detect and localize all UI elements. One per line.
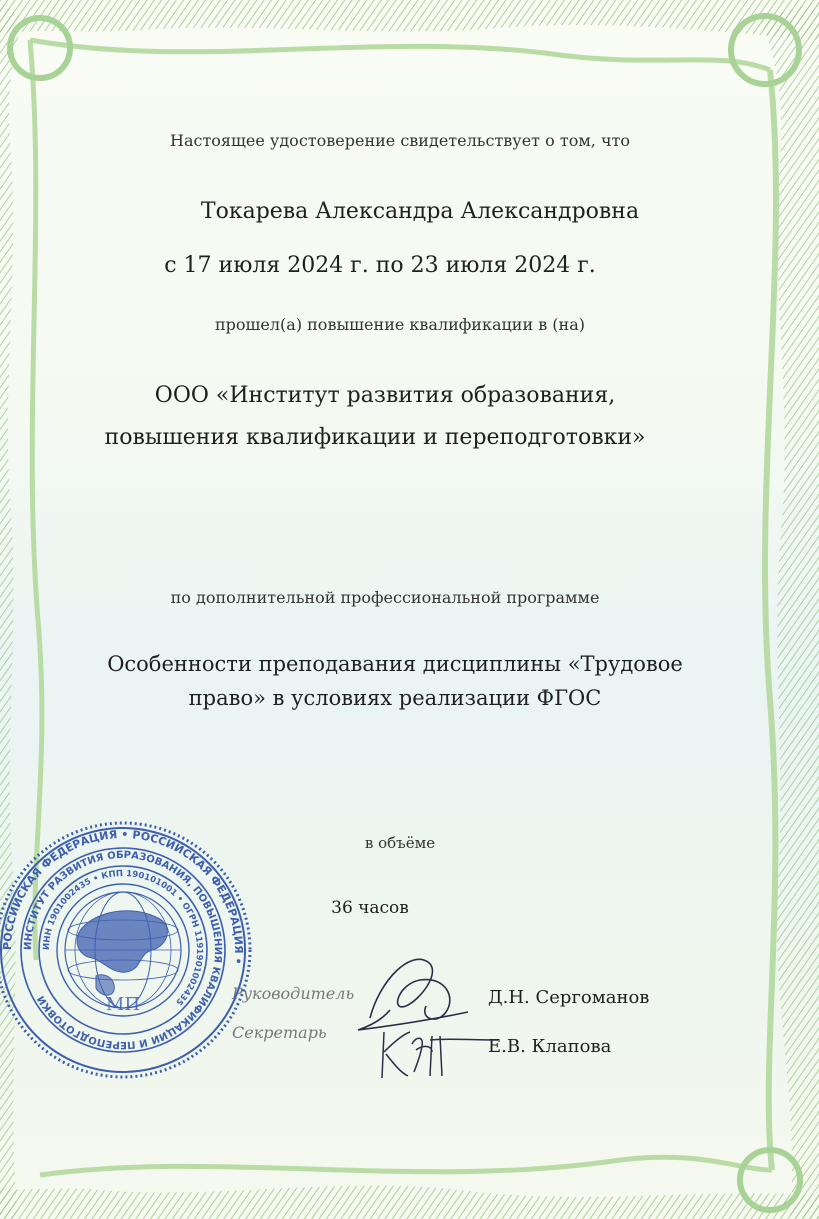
head-signer-name: Д.Н. Сергоманов bbox=[488, 987, 650, 1008]
border-bottom bbox=[0, 1185, 819, 1219]
seal-ids-text: ИНН 1901002435 • КПП 190101001 • ОГРН 1191901002435 bbox=[41, 868, 205, 1007]
head-role-label: Руководитель bbox=[232, 984, 355, 1003]
program-title-line1: Особенности преподавания дисциплины «Трудовое bbox=[107, 652, 683, 676]
training-period: с 17 июля 2024 г. по 23 июля 2024 г. bbox=[164, 253, 596, 278]
official-seal bbox=[0, 800, 254, 1100]
program-title-line2: право» в условиях реализации ФГОС bbox=[188, 686, 602, 710]
organization-name-line1: ООО «Институт развития образования, bbox=[154, 383, 616, 408]
secretary-signature bbox=[382, 1032, 498, 1078]
seal-inner-text: ИНСТИТУТ РАЗВИТИЯ ОБРАЗОВАНИЯ, ПОВЫШЕНИЯ КВАЛИФИКАЦИИ И ПЕРЕПОДГОТОВКИ bbox=[22, 849, 224, 1051]
program-intro-text: по дополнительной профессиональной программе bbox=[170, 588, 600, 607]
seal-center-text: МП bbox=[105, 994, 141, 1015]
hours-value: 36 часов bbox=[331, 898, 409, 918]
intro-text: Настоящее удостоверение свидетельствует о том, что bbox=[169, 131, 630, 150]
head-signature bbox=[358, 959, 468, 1030]
secretary-role-label: Секретарь bbox=[232, 1023, 327, 1042]
border-top bbox=[0, 0, 819, 40]
passed-training-text: прошел(а) повышение квалификации в (на) bbox=[214, 315, 585, 334]
organization-name-line2: повышения квалификации и переподготовки» bbox=[104, 425, 646, 450]
volume-label: в объёме bbox=[364, 834, 436, 852]
seal-globe-icon bbox=[65, 892, 181, 1008]
seal-outer-text: РОССИЙСКАЯ ФЕДЕРАЦИЯ • РОССИЙСКАЯ ФЕДЕРАЦИЯ • bbox=[0, 827, 246, 966]
recipient-name: Токарева Александра Александровна bbox=[200, 199, 640, 224]
handwritten-signatures bbox=[350, 940, 500, 1080]
secretary-signer-name: Е.В. Клапова bbox=[488, 1036, 612, 1057]
